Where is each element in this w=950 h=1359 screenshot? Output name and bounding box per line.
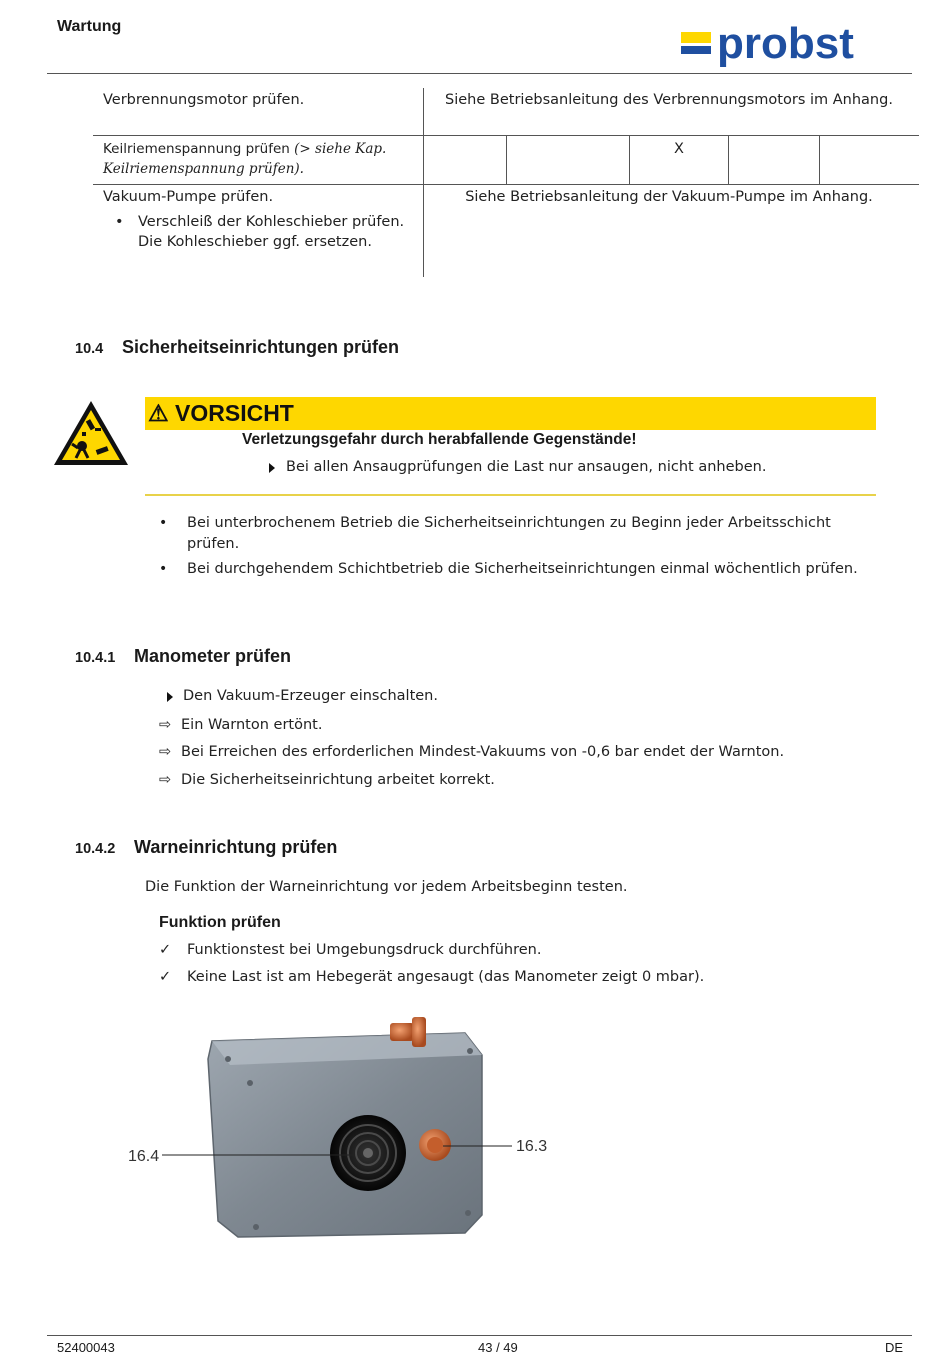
section-title: Warneinrichtung prüfen bbox=[134, 837, 338, 857]
probst-logo bbox=[681, 22, 906, 68]
warning-bottom-rule bbox=[145, 494, 876, 496]
footer-language: DE bbox=[885, 1340, 904, 1355]
warning-triangle-icon: ⚠ bbox=[148, 400, 169, 426]
result-arrow-icon: ⇨ bbox=[159, 772, 172, 788]
section-number: 10.4.1 bbox=[75, 650, 116, 666]
table-row3-note: Siehe Betriebsanleitung der Vakuum-Pumpe im Anhang. bbox=[465, 189, 873, 205]
result-item: Die Sicherheitseinrichtung arbeitet korrekt. bbox=[181, 772, 495, 788]
section-title: Manometer prüfen bbox=[134, 646, 292, 666]
check-item: Funktionstest bei Umgebungsdruck durchführen. bbox=[187, 942, 542, 958]
section-number: 10.4.2 bbox=[75, 841, 116, 857]
table-divider bbox=[423, 88, 424, 277]
section-heading-10-4-2 bbox=[75, 837, 337, 858]
header-rule bbox=[47, 73, 912, 74]
section-number: 10.4 bbox=[75, 341, 104, 357]
action-step: Den Vakuum-Erzeuger einschalten. bbox=[183, 688, 438, 704]
falling-objects-warning-icon bbox=[52, 398, 130, 468]
section-heading-10-4 bbox=[75, 337, 399, 358]
list-bullet: • bbox=[159, 561, 168, 577]
table-row-separator bbox=[93, 184, 919, 185]
table-row3-task: Vakuum-Pumpe prüfen. bbox=[103, 189, 274, 205]
list-item: Bei unterbrochenem Betrieb die Sicherheitseinrichtungen zu Beginn jeder Arbeitsschicht prüfen. bbox=[187, 515, 831, 552]
result-item: Bei Erreichen des erforderlichen Mindest-Vakuums von -0,6 bar endet der Warnton. bbox=[181, 744, 785, 760]
table-cell-divider bbox=[506, 136, 507, 184]
footer-page-number: 43 / 49 bbox=[478, 1340, 518, 1355]
table-row2-reference-link[interactable]: (> siehe Kap. Keilriemenspannung prüfen). bbox=[103, 141, 387, 177]
table-row3-bullet: • bbox=[115, 214, 124, 230]
warning-action: Bei allen Ansaugprüfungen die Last nur ansaugen, nicht anheben. bbox=[286, 459, 767, 475]
list-bullet: • bbox=[159, 515, 168, 531]
table-row2-interval-mark: X bbox=[674, 141, 684, 157]
table-cell-divider bbox=[728, 136, 729, 184]
table-row2-task bbox=[103, 139, 403, 179]
logo-text: probst bbox=[717, 22, 854, 68]
list-item: Bei durchgehendem Schichtbetrieb die Sicherheitseinrichtungen einmal wöchentlich prüfen. bbox=[187, 561, 858, 577]
table-row1-task: Verbrennungsmotor prüfen. bbox=[103, 92, 305, 108]
table-row1-note: Siehe Betriebsanleitung des Verbrennungsmotors im Anhang. bbox=[445, 92, 893, 108]
result-item: Ein Warnton ertönt. bbox=[181, 717, 323, 733]
action-arrow-icon bbox=[167, 692, 173, 702]
result-arrow-icon: ⇨ bbox=[159, 744, 172, 760]
table-row2-task-text: Keilriemenspannung prüfen bbox=[103, 141, 295, 157]
footer-rule bbox=[47, 1335, 912, 1336]
subheading: Funktion prüfen bbox=[159, 914, 281, 931]
result-arrow-icon: ⇨ bbox=[159, 717, 172, 733]
header-section-title: Wartung bbox=[57, 18, 122, 35]
callout-16-4: 16.4 bbox=[128, 1148, 160, 1165]
warning-headline: Verletzungsgefahr durch herabfallende Gegenstände! bbox=[242, 431, 637, 448]
footer-doc-number: 52400043 bbox=[57, 1340, 115, 1355]
section-heading-10-4-1 bbox=[75, 646, 291, 667]
table-cell-divider bbox=[819, 136, 820, 184]
checkmark-icon: ✓ bbox=[159, 942, 172, 958]
check-item: Keine Last ist am Hebegerät angesaugt (das Manometer zeigt 0 mbar). bbox=[187, 969, 705, 985]
checkmark-icon: ✓ bbox=[159, 969, 172, 985]
section-title: Sicherheitseinrichtungen prüfen bbox=[122, 337, 400, 357]
table-row3-subtask: Verschleiß der Kohleschieber prüfen. Die Kohleschieber ggf. ersetzen. bbox=[138, 214, 405, 250]
action-arrow-icon bbox=[269, 463, 275, 473]
logo-graphic bbox=[681, 22, 906, 68]
section-intro: Die Funktion der Warneinrichtung vor jedem Arbeitsbeginn testen. bbox=[145, 879, 628, 895]
warning-label: ⚠ VORSICHT bbox=[148, 400, 294, 426]
warning-device-figure bbox=[120, 1015, 560, 1245]
callout-16-3: 16.3 bbox=[516, 1138, 548, 1155]
